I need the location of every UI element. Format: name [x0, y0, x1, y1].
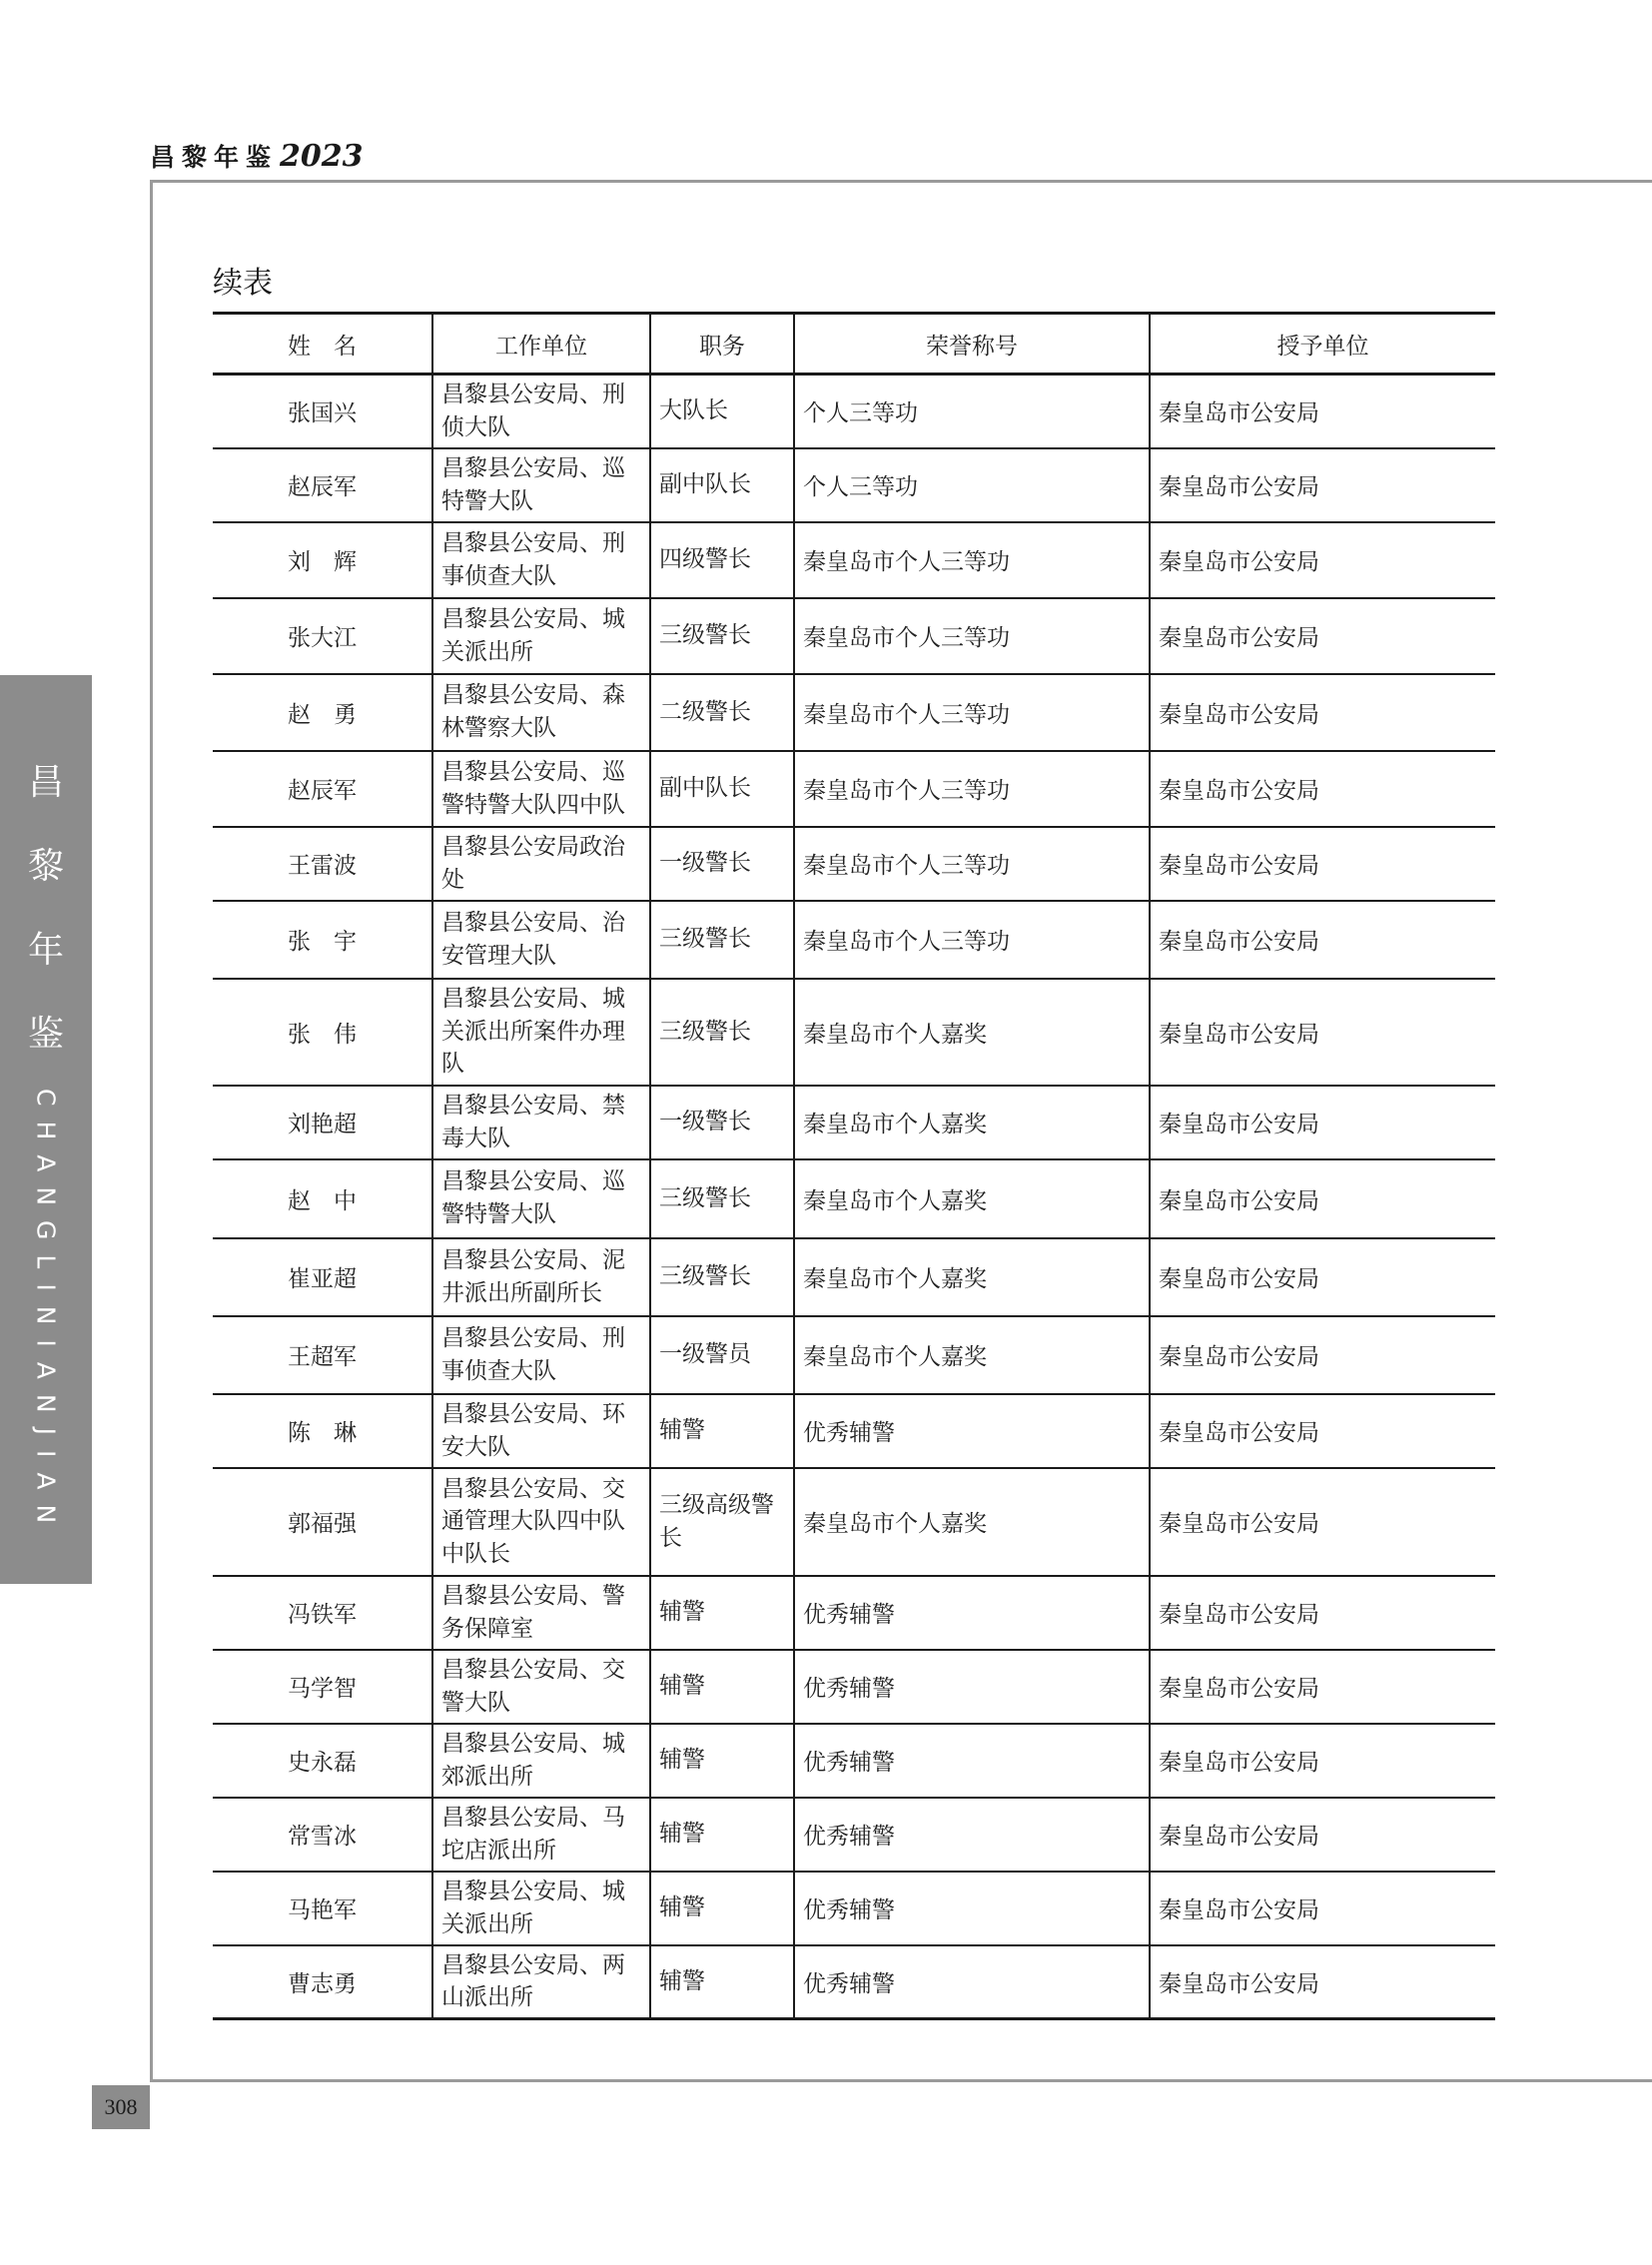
cell-unit: 昌黎县公安局、马坨店派出所 [432, 1798, 650, 1872]
cell-honor: 秦皇岛市个人三等功 [794, 827, 1150, 901]
cell-honor: 秦皇岛市个人三等功 [794, 674, 1150, 751]
cell-name: 张 伟 [213, 979, 432, 1086]
cell-duty: 一级警长 [650, 1086, 794, 1159]
cell-name: 赵辰军 [213, 751, 432, 827]
cell-unit: 昌黎县公安局、巡警特警大队 [432, 1159, 650, 1238]
cell-duty: 辅警 [650, 1576, 794, 1650]
side-tab-char: 鉴 [27, 1014, 64, 1055]
cell-name: 赵 中 [213, 1159, 432, 1238]
cell-duty: 一级警员 [650, 1316, 794, 1394]
cell-unit: 昌黎县公安局、交警大队 [432, 1650, 650, 1724]
cell-grantor: 秦皇岛市公安局 [1150, 1086, 1495, 1159]
table-row [213, 674, 1495, 751]
cell-grantor: 秦皇岛市公安局 [1150, 1576, 1495, 1650]
cell-unit: 昌黎县公安局、刑事侦查大队 [432, 522, 650, 598]
table-row [213, 979, 1495, 1086]
cell-honor: 优秀辅警 [794, 1945, 1150, 2019]
column-header-duty: 职务 [650, 314, 794, 375]
cell-honor: 优秀辅警 [794, 1724, 1150, 1798]
cell-honor: 优秀辅警 [794, 1394, 1150, 1468]
table-row [213, 1316, 1495, 1394]
cell-duty: 辅警 [650, 1798, 794, 1872]
cell-honor: 个人三等功 [794, 375, 1150, 448]
cell-name: 赵辰军 [213, 448, 432, 522]
cell-duty: 辅警 [650, 1945, 794, 2019]
cell-name: 陈 琳 [213, 1394, 432, 1468]
cell-unit: 昌黎县公安局、城关派出所 [432, 1872, 650, 1945]
table-body [213, 375, 1495, 2019]
cell-unit: 昌黎县公安局、城关派出所 [432, 598, 650, 674]
cell-grantor: 秦皇岛市公安局 [1150, 751, 1495, 827]
cell-honor: 秦皇岛市个人嘉奖 [794, 1238, 1150, 1316]
cell-duty: 三级警长 [650, 598, 794, 674]
table-row [213, 1238, 1495, 1316]
running-header [150, 138, 364, 174]
honors-table [213, 312, 1495, 2020]
cell-unit: 昌黎县公安局、森林警察大队 [432, 674, 650, 751]
cell-unit: 昌黎县公安局、城关派出所案件办理队 [432, 979, 650, 1086]
cell-unit: 昌黎县公安局、警务保障室 [432, 1576, 650, 1650]
cell-name: 曹志勇 [213, 1945, 432, 2019]
cell-grantor: 秦皇岛市公安局 [1150, 1468, 1495, 1576]
cell-name: 刘艳超 [213, 1086, 432, 1159]
column-header-grantor: 授予单位 [1150, 314, 1495, 375]
cell-duty: 副中队长 [650, 751, 794, 827]
table-row [213, 1798, 1495, 1872]
cell-name: 王超军 [213, 1316, 432, 1394]
cell-duty: 四级警长 [650, 522, 794, 598]
table-row [213, 598, 1495, 674]
cell-name: 冯铁军 [213, 1576, 432, 1650]
cell-grantor: 秦皇岛市公安局 [1150, 674, 1495, 751]
cell-grantor: 秦皇岛市公安局 [1150, 1159, 1495, 1238]
cell-name: 史永磊 [213, 1724, 432, 1798]
cell-honor: 优秀辅警 [794, 1798, 1150, 1872]
cell-grantor: 秦皇岛市公安局 [1150, 598, 1495, 674]
cell-honor: 个人三等功 [794, 448, 1150, 522]
header-year: 2023 [280, 139, 364, 174]
side-tab-english: CHANGLINIANJIAN [31, 1089, 61, 1539]
cell-grantor: 秦皇岛市公安局 [1150, 1316, 1495, 1394]
header-title: 昌黎年鉴 [150, 143, 279, 172]
cell-grantor: 秦皇岛市公安局 [1150, 1945, 1495, 2019]
cell-duty: 三级警长 [650, 1238, 794, 1316]
table-row [213, 522, 1495, 598]
column-header-honor: 荣誉称号 [794, 314, 1150, 375]
cell-unit: 昌黎县公安局、刑侦大队 [432, 375, 650, 448]
column-header-unit: 工作单位 [432, 314, 650, 375]
cell-unit: 昌黎县公安局、巡特警大队 [432, 448, 650, 522]
cell-grantor: 秦皇岛市公安局 [1150, 827, 1495, 901]
cell-name: 马学智 [213, 1650, 432, 1724]
side-tab-chinese [27, 762, 64, 1055]
cell-name: 赵 勇 [213, 674, 432, 751]
page-number: 308 [92, 2085, 150, 2129]
cell-unit: 昌黎县公安局、刑事侦查大队 [432, 1316, 650, 1394]
cell-name: 刘 辉 [213, 522, 432, 598]
cell-honor: 秦皇岛市个人嘉奖 [794, 1086, 1150, 1159]
cell-honor: 优秀辅警 [794, 1650, 1150, 1724]
cell-grantor: 秦皇岛市公安局 [1150, 1724, 1495, 1798]
cell-name: 王雷波 [213, 827, 432, 901]
table-row [213, 1724, 1495, 1798]
table-row [213, 1576, 1495, 1650]
cell-unit: 昌黎县公安局政治处 [432, 827, 650, 901]
cell-unit: 昌黎县公安局、城郊派出所 [432, 1724, 650, 1798]
cell-honor: 秦皇岛市个人嘉奖 [794, 1468, 1150, 1576]
table-row [213, 827, 1495, 901]
side-tab-char: 黎 [27, 846, 64, 887]
cell-unit: 昌黎县公安局、交通管理大队四中队中队长 [432, 1468, 650, 1576]
table-row [213, 1650, 1495, 1724]
table-caption: 续表 [213, 266, 273, 301]
cell-name: 张大江 [213, 598, 432, 674]
cell-duty: 辅警 [650, 1394, 794, 1468]
cell-honor: 秦皇岛市个人三等功 [794, 901, 1150, 979]
cell-duty: 三级警长 [650, 901, 794, 979]
table-header-row [213, 314, 1495, 375]
cell-grantor: 秦皇岛市公安局 [1150, 1650, 1495, 1724]
cell-unit: 昌黎县公安局、禁毒大队 [432, 1086, 650, 1159]
cell-duty: 一级警长 [650, 827, 794, 901]
cell-unit: 昌黎县公安局、巡警特警大队四中队 [432, 751, 650, 827]
side-tab-char: 年 [27, 930, 64, 971]
cell-duty: 辅警 [650, 1872, 794, 1945]
table-row [213, 1468, 1495, 1576]
table-row [213, 1872, 1495, 1945]
cell-grantor: 秦皇岛市公安局 [1150, 1872, 1495, 1945]
cell-honor: 秦皇岛市个人嘉奖 [794, 979, 1150, 1086]
cell-duty: 三级警长 [650, 1159, 794, 1238]
cell-duty: 辅警 [650, 1724, 794, 1798]
cell-grantor: 秦皇岛市公安局 [1150, 375, 1495, 448]
cell-grantor: 秦皇岛市公安局 [1150, 901, 1495, 979]
cell-name: 张 宇 [213, 901, 432, 979]
table-row [213, 1086, 1495, 1159]
cell-grantor: 秦皇岛市公安局 [1150, 1798, 1495, 1872]
cell-duty: 三级警长 [650, 979, 794, 1086]
cell-name: 郭福强 [213, 1468, 432, 1576]
cell-name: 张国兴 [213, 375, 432, 448]
cell-duty: 二级警长 [650, 674, 794, 751]
top-rule [152, 180, 1652, 183]
column-header-name: 姓 名 [213, 314, 432, 375]
cell-name: 马艳军 [213, 1872, 432, 1945]
cell-duty: 辅警 [650, 1650, 794, 1724]
cell-grantor: 秦皇岛市公安局 [1150, 979, 1495, 1086]
side-tab [0, 675, 92, 1584]
cell-unit: 昌黎县公安局、环安大队 [432, 1394, 650, 1468]
cell-honor: 秦皇岛市个人三等功 [794, 522, 1150, 598]
cell-honor: 秦皇岛市个人嘉奖 [794, 1316, 1150, 1394]
table-row [213, 751, 1495, 827]
cell-name: 崔亚超 [213, 1238, 432, 1316]
cell-unit: 昌黎县公安局、治安管理大队 [432, 901, 650, 979]
table-row [213, 1394, 1495, 1468]
cell-honor: 秦皇岛市个人三等功 [794, 751, 1150, 827]
cell-unit: 昌黎县公安局、泥井派出所副所长 [432, 1238, 650, 1316]
cell-unit: 昌黎县公安局、两山派出所 [432, 1945, 650, 2019]
cell-grantor: 秦皇岛市公安局 [1150, 1238, 1495, 1316]
cell-duty: 大队长 [650, 375, 794, 448]
cell-duty: 三级高级警长 [650, 1468, 794, 1576]
table-row [213, 1159, 1495, 1238]
table-row [213, 901, 1495, 979]
table-row [213, 448, 1495, 522]
table-row [213, 375, 1495, 448]
cell-honor: 优秀辅警 [794, 1576, 1150, 1650]
cell-name: 常雪冰 [213, 1798, 432, 1872]
cell-honor: 优秀辅警 [794, 1872, 1150, 1945]
cell-duty: 副中队长 [650, 448, 794, 522]
left-rule [150, 180, 153, 2082]
table-row [213, 1945, 1495, 2019]
cell-honor: 秦皇岛市个人嘉奖 [794, 1159, 1150, 1238]
bottom-rule [152, 2079, 1652, 2082]
cell-grantor: 秦皇岛市公安局 [1150, 1394, 1495, 1468]
cell-grantor: 秦皇岛市公安局 [1150, 448, 1495, 522]
side-tab-char: 昌 [27, 762, 64, 803]
cell-honor: 秦皇岛市个人三等功 [794, 598, 1150, 674]
cell-grantor: 秦皇岛市公安局 [1150, 522, 1495, 598]
